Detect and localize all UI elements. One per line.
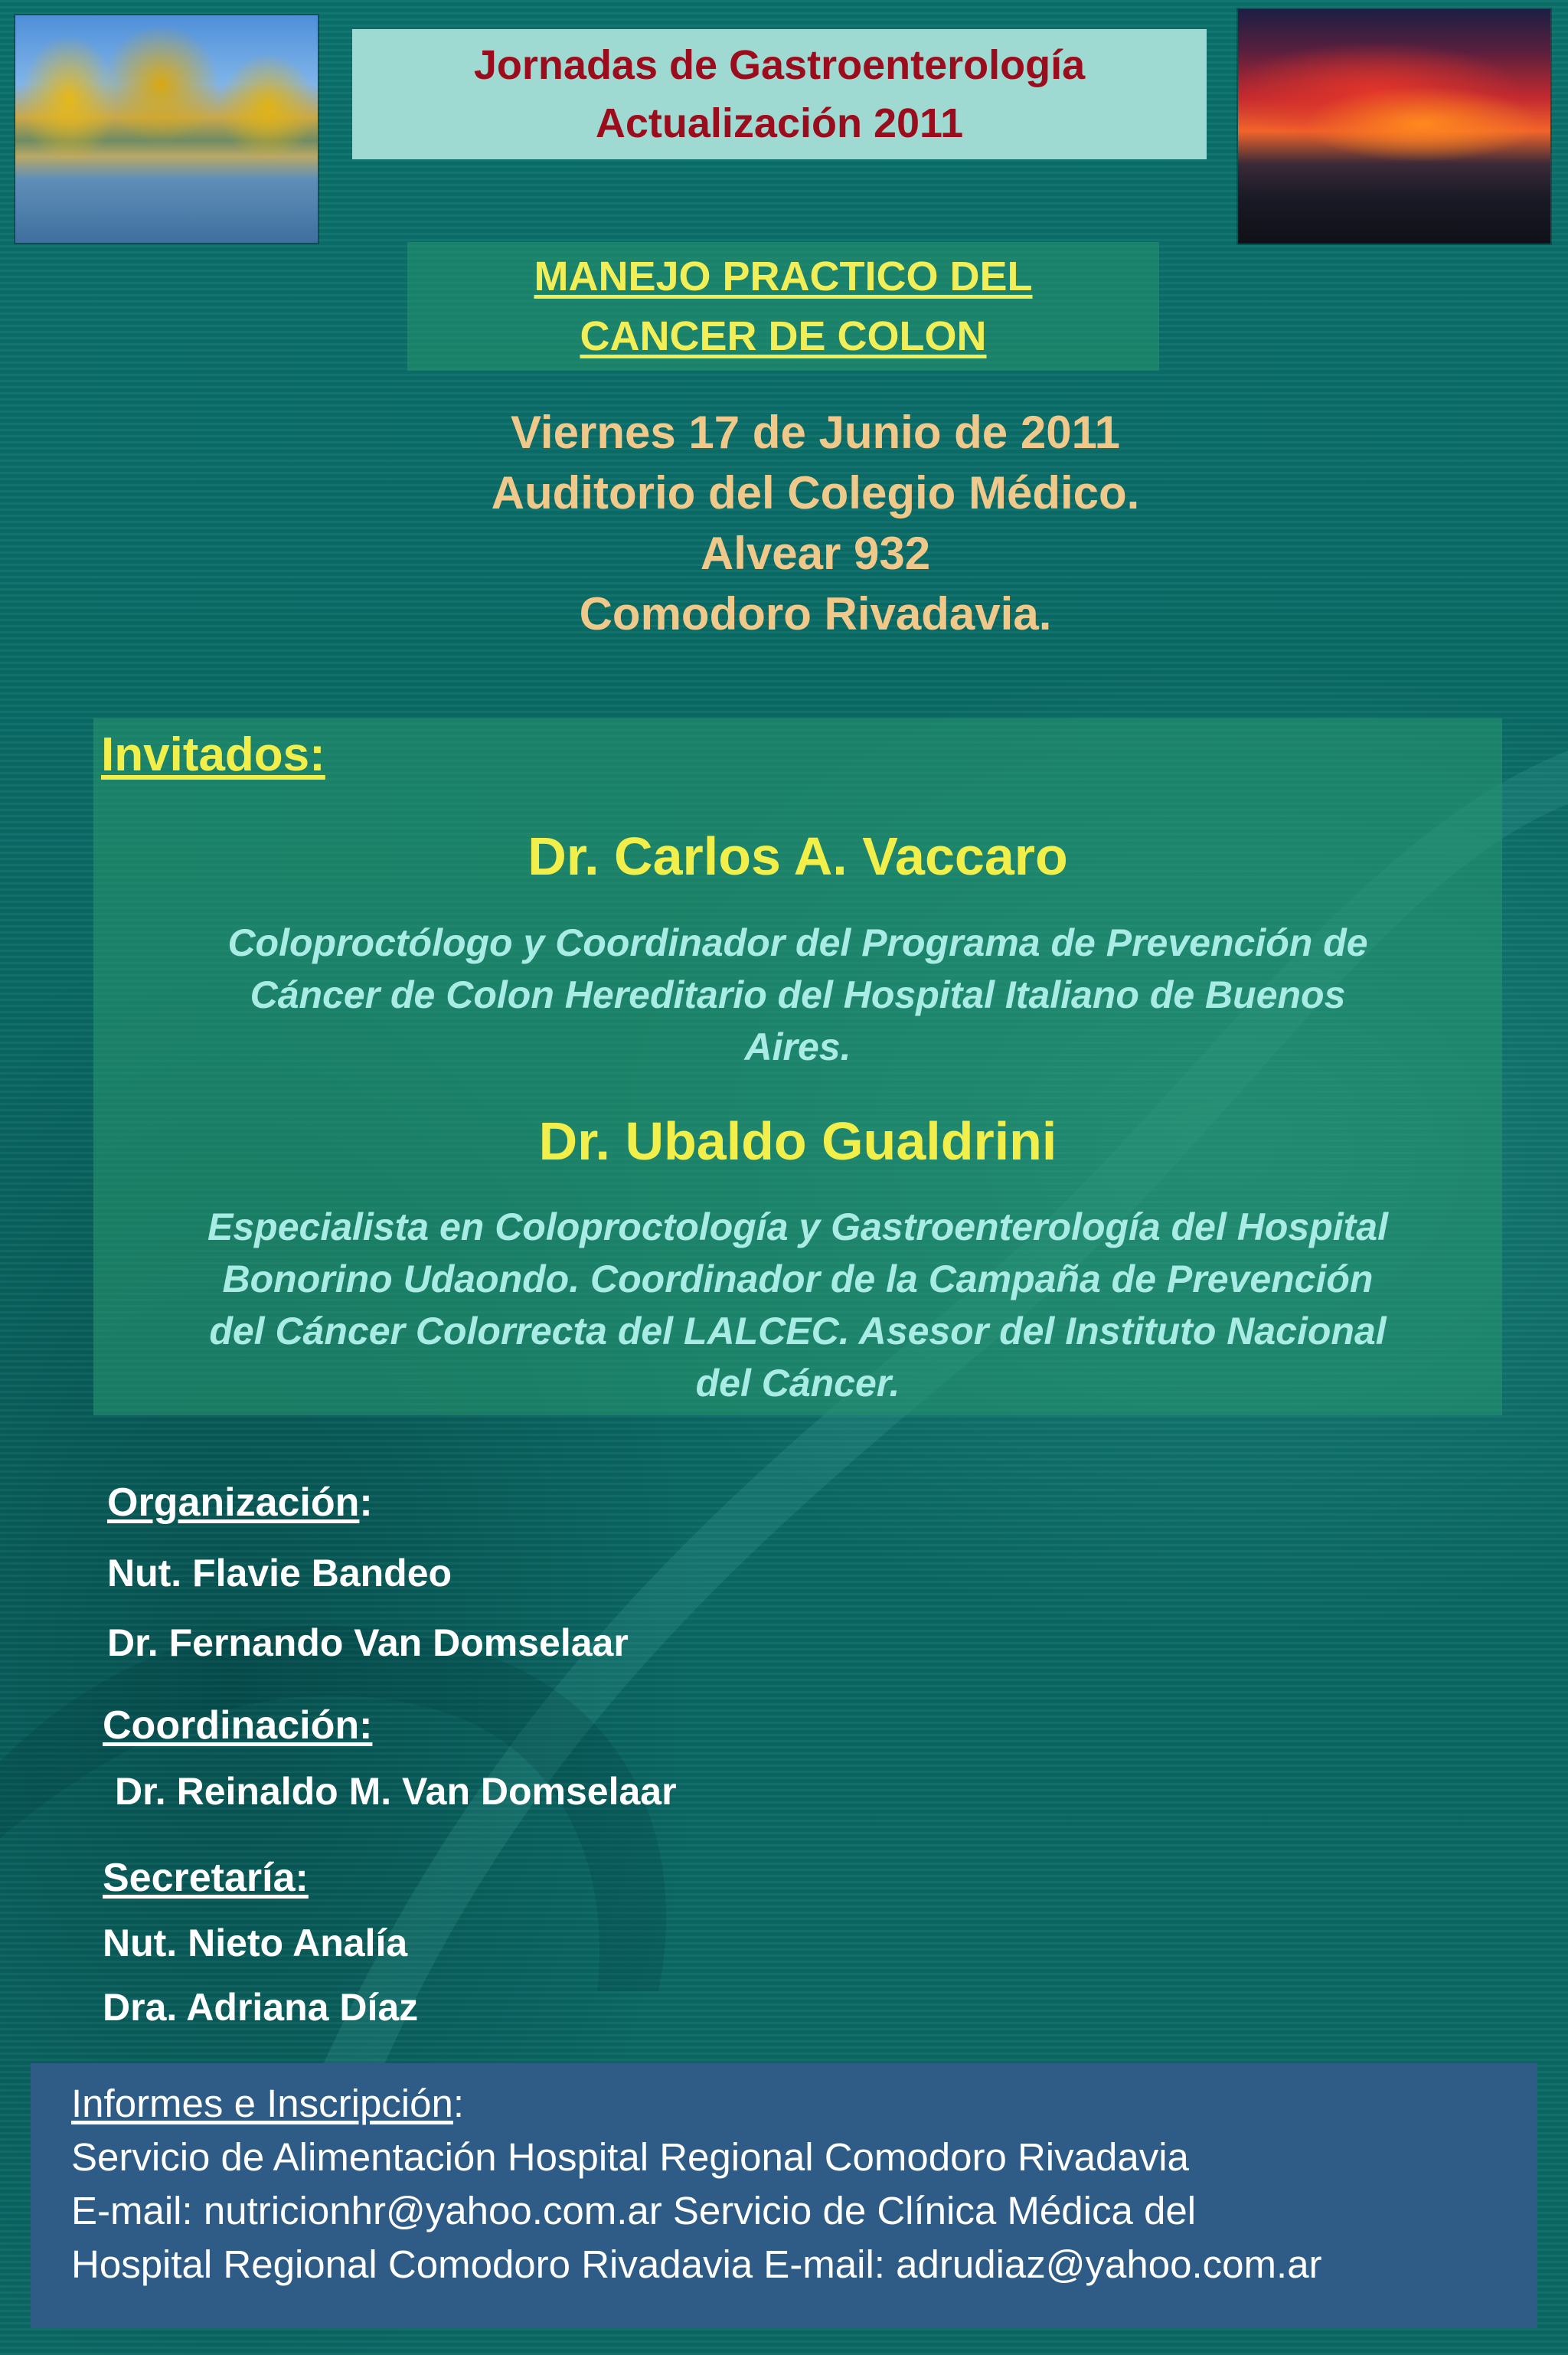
guest-description-1-line: Coloproctólogo y Coordinador del Programa de Prevención de: [227, 921, 1368, 964]
info-line: E-mail: nutricionhr@yahoo.com.ar Servicio de Clínica Médica del: [71, 2189, 1197, 2232]
guest-description-2-line: Bonorino Udaondo. Coordinador de la Campaña de Prevención: [222, 1258, 1374, 1300]
info-line: Hospital Regional Comodoro Rivadavia E-mail: adrudiaz@yahoo.com.ar: [71, 2242, 1322, 2286]
event-title-line1: Jornadas de Gastroenterología: [473, 42, 1086, 88]
secretary-member-1: Nut. Nieto Analía: [103, 1922, 408, 1964]
event-venue: Auditorio del Colegio Médico.: [491, 467, 1140, 518]
coordination-label-text: Coordinación:: [103, 1703, 373, 1748]
guest-description-2-line: del Cáncer.: [695, 1362, 900, 1405]
info-line: Servicio de Alimentación Hospital Regional Comodoro Rivadavia: [71, 2135, 1189, 2179]
coordination-member-1: Dr. Reinaldo M. Van Domselaar: [115, 1770, 677, 1813]
secretary-member-2: Dra. Adriana Díaz: [103, 1986, 419, 2029]
guest-description-2-line: Especialista en Coloproctología y Gastroenterología del Hospital: [207, 1205, 1388, 1248]
coordination-label: [103, 1702, 372, 1748]
sunset-photo-right: [1238, 9, 1550, 244]
organization-member-2: Dr. Fernando Van Domselaar: [107, 1621, 629, 1664]
info-label-colon: :: [452, 2082, 465, 2125]
guest-name-1: Dr. Carlos A. Vaccaro: [528, 826, 1068, 886]
secretary-label-text: Secretaría:: [103, 1856, 309, 1900]
guest-name-2: Dr. Ubaldo Gualdrini: [538, 1111, 1057, 1171]
info-heading: [71, 2077, 1526, 2131]
info-text: [71, 2077, 1526, 2291]
event-city: Comodoro Rivadavia.: [579, 588, 1052, 639]
secretary-label: [103, 1855, 309, 1901]
organization-label-colon: :: [359, 1480, 373, 1525]
subject-line1: MANEJO PRACTICO DEL: [534, 253, 1033, 299]
event-date: Viernes 17 de Junio de 2011: [511, 407, 1120, 458]
subject-line2: CANCER DE COLON: [580, 313, 987, 359]
organization-label: [107, 1480, 373, 1526]
guest-description-1-line: Cáncer de Colon Hereditario del Hospital Italiano de Buenos: [250, 973, 1346, 1016]
event-address: Alvear 932: [700, 528, 931, 579]
event-title-box: [352, 29, 1207, 159]
guest-description-1-line: Aires.: [744, 1025, 851, 1068]
organization-member-1: Nut. Flavie Bandeo: [107, 1552, 452, 1595]
guest-description-2-line: del Cáncer Colorrecta del LALCEC. Asesor del Instituto Nacional: [209, 1310, 1387, 1352]
event-title-line2: Actualización 2011: [595, 100, 964, 146]
info-label: Informes e Inscripción: [71, 2082, 453, 2125]
guest-description-2: [100, 1201, 1496, 1409]
subject-title-box: [407, 242, 1159, 371]
guest-description-1: [100, 917, 1496, 1073]
organization-label-text: Organización: [107, 1480, 360, 1525]
event-details: [306, 402, 1325, 644]
landscape-photo-left: [15, 15, 318, 243]
guests-heading: Invitados:: [101, 728, 325, 781]
